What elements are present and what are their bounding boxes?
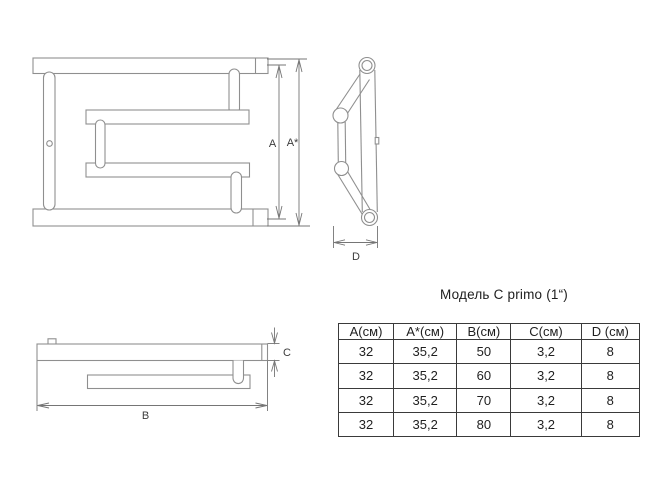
front-middle-tube-1 xyxy=(86,110,249,124)
cell-c: 3,2 xyxy=(511,412,581,436)
col-header-c: С(см) xyxy=(511,324,581,340)
cell-b: 80 xyxy=(457,412,511,436)
cell-b: 60 xyxy=(457,364,511,388)
dimension-c xyxy=(268,328,292,378)
front-view xyxy=(33,58,268,226)
top-view-main-tube xyxy=(37,344,268,361)
front-left-middle-connector xyxy=(96,120,106,168)
table-row xyxy=(339,340,640,364)
side-view xyxy=(333,58,379,226)
top-view-connector xyxy=(233,361,244,384)
table-header-row xyxy=(339,324,640,340)
cell-b: 70 xyxy=(457,388,511,412)
side-top-ring xyxy=(359,58,375,74)
cell-a-star: 35,2 xyxy=(394,388,457,412)
cell-d: 8 xyxy=(581,340,639,364)
cell-a: 32 xyxy=(339,388,394,412)
top-view-air-valve xyxy=(48,339,56,344)
front-right-lower-connector xyxy=(231,172,242,213)
table-row xyxy=(339,388,640,412)
top-view xyxy=(37,339,268,389)
dimension-label-d: D xyxy=(352,251,360,263)
cell-a-star: 35,2 xyxy=(394,412,457,436)
dimension-label-a-star: A* xyxy=(286,137,299,149)
side-upper-diagonal xyxy=(335,74,361,112)
cell-c: 3,2 xyxy=(511,364,581,388)
front-middle-tube-2 xyxy=(86,163,250,177)
top-view-lower-tube xyxy=(88,375,251,389)
col-header-a: А(см) xyxy=(339,324,394,340)
side-lower-joint xyxy=(335,162,349,176)
cell-d: 8 xyxy=(581,388,639,412)
col-header-a-star: А*(см) xyxy=(394,324,457,340)
col-header-b: В(см) xyxy=(457,324,511,340)
dimension-label-b: B xyxy=(141,410,150,422)
table-row xyxy=(339,412,640,436)
cell-d: 8 xyxy=(581,364,639,388)
cell-a: 32 xyxy=(339,340,394,364)
cell-b: 50 xyxy=(457,340,511,364)
side-upper-joint xyxy=(333,108,348,123)
dimension-label-a: A xyxy=(268,138,277,150)
dimension-a-and-a-star xyxy=(267,59,310,226)
side-wall-tab xyxy=(375,138,379,145)
dimension-d xyxy=(334,226,378,263)
cell-d: 8 xyxy=(581,412,639,436)
table-row xyxy=(339,364,640,388)
model-title: Модель C primo (1“) xyxy=(439,287,568,302)
cell-a-star: 35,2 xyxy=(394,364,457,388)
side-middle-tube xyxy=(338,122,339,163)
col-header-d: D (см) xyxy=(581,324,639,340)
cell-a-star: 35,2 xyxy=(394,340,457,364)
front-right-upper-connector xyxy=(229,69,240,114)
side-bottom-ring xyxy=(362,210,378,226)
cell-c: 3,2 xyxy=(511,388,581,412)
dimension-label-c: C xyxy=(283,347,291,359)
cell-a: 32 xyxy=(339,364,394,388)
dimension-spec-table xyxy=(338,323,640,437)
cell-c: 3,2 xyxy=(511,340,581,364)
side-lower-diagonal xyxy=(338,175,363,216)
cell-a: 32 xyxy=(339,412,394,436)
